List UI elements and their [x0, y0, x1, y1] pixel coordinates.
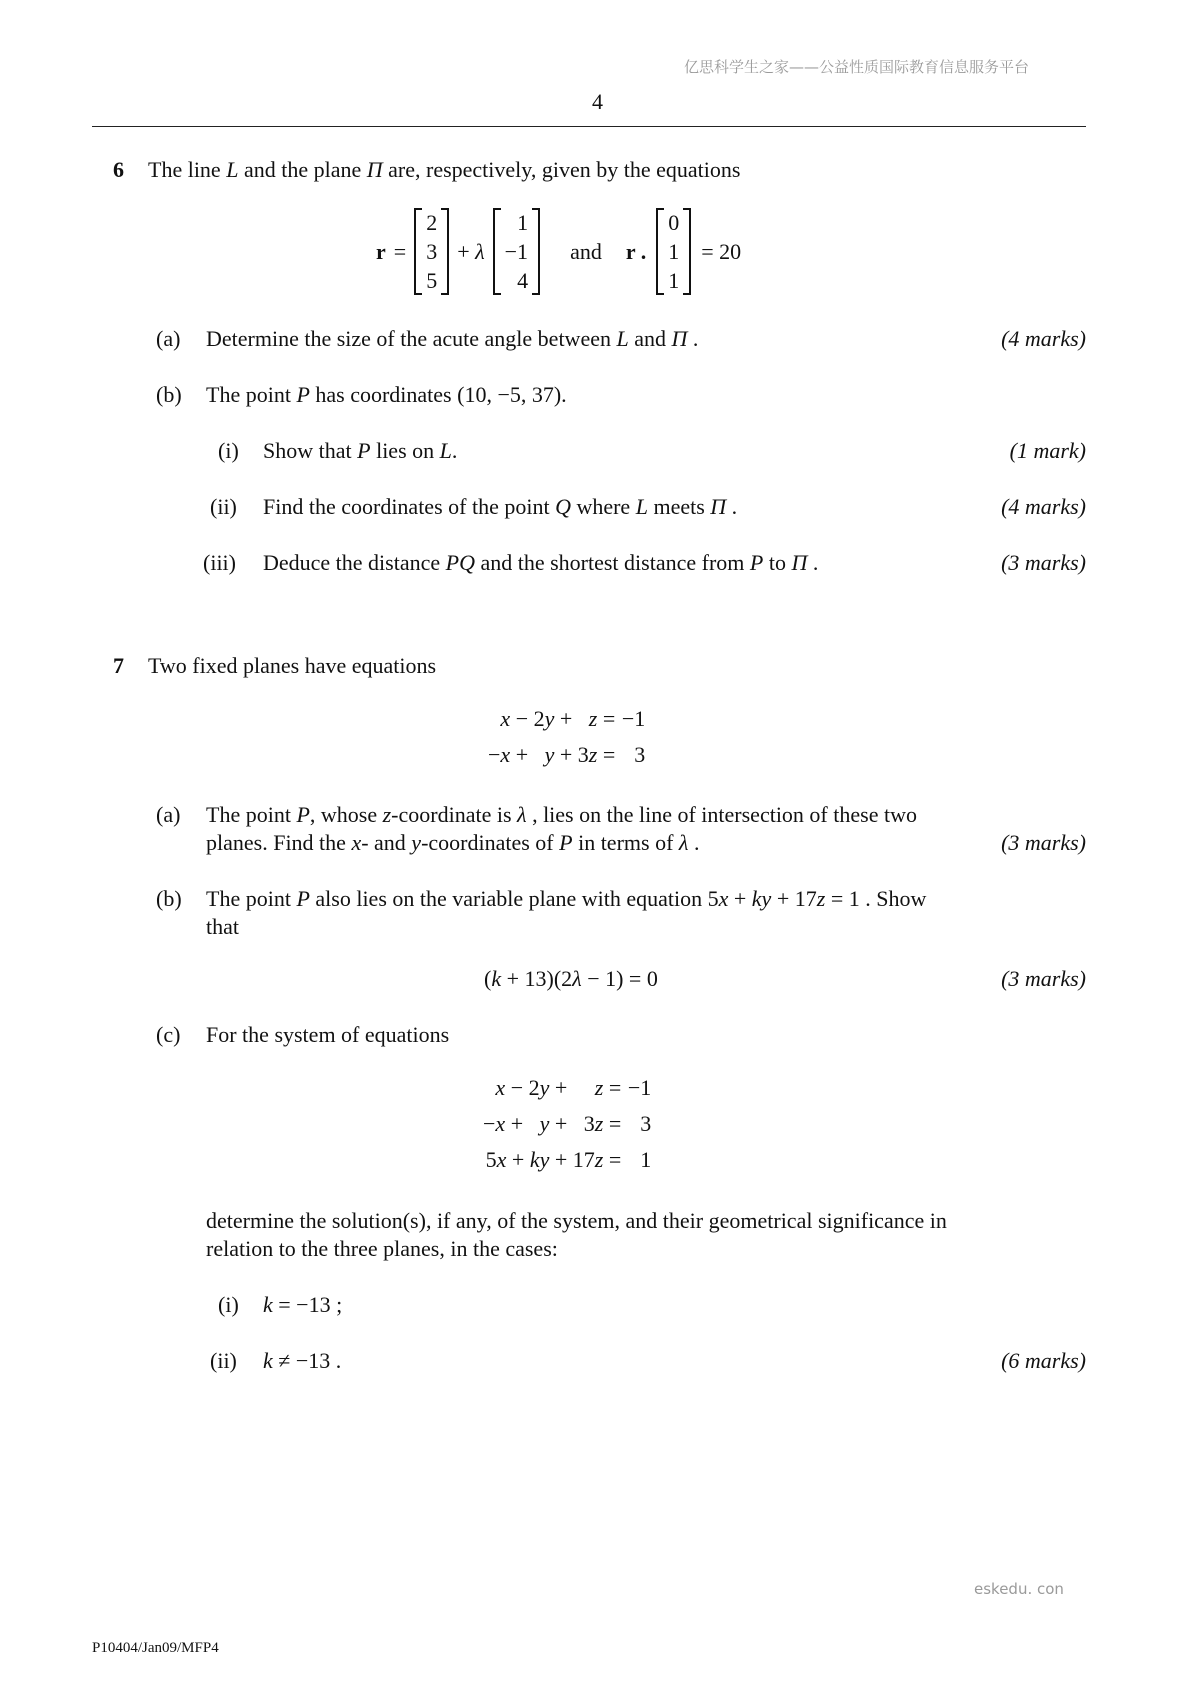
q6a-text: Determine the size of the acute angle between L and Π .	[206, 326, 699, 351]
header-rule	[92, 126, 1086, 127]
plane-rhs: = 20	[701, 238, 742, 264]
q6biii-text: Deduce the distance PQ and the shortest distance from P to Π .	[263, 550, 819, 575]
equation-row: x − 2y + z = −1	[500, 706, 646, 731]
q7a-line1: The point P, whose z-coordinate is λ , lies on the line of intersection of these two	[206, 802, 917, 827]
q7c-label: (c)	[156, 1022, 181, 1047]
q7c-intro: For the system of equations	[206, 1022, 450, 1047]
q7b-result-equation: (k + 13)(2λ − 1) = 0	[484, 966, 658, 991]
equation-row: −x + y + 3z = 3	[483, 1111, 652, 1136]
vector-r-dot: r .	[625, 238, 647, 264]
q7c-system	[483, 1070, 651, 1178]
q7ci-condition: k = −13 ;	[263, 1292, 343, 1317]
q7ci-label: (i)	[218, 1292, 239, 1317]
q6biii-label: (iii)	[203, 550, 236, 575]
watermark-header: 亿思科学生之家——公益性质国际教育信息服务平台	[684, 58, 1030, 76]
q6-number: 6	[113, 157, 124, 182]
equation-row: −x + y + 3z = 3	[488, 742, 646, 767]
q6biii-marks: (3 marks)	[1001, 550, 1086, 575]
q7a-line2: planes. Find the x- and y-coordinates of P in terms of λ .	[206, 830, 700, 855]
footer-code: P10404/Jan09/MFP4	[92, 1640, 219, 1656]
q6-intro: The line L and the plane Π are, respectively, given by the equations	[148, 157, 741, 182]
plus-lambda: + λ	[457, 238, 485, 264]
q7a-label: (a)	[156, 802, 181, 827]
q6bii-text: Find the coordinates of the point Q where L meets Π .	[263, 494, 738, 519]
and-word: and	[570, 238, 602, 264]
q6bi-marks: (1 mark)	[1009, 438, 1086, 463]
equals-sign: =	[393, 238, 407, 264]
page-number: 4	[592, 89, 603, 114]
q7-number: 7	[113, 653, 124, 678]
equation-row: x − 2y + z = −1	[495, 1075, 652, 1100]
q7-plane-equations	[488, 701, 645, 773]
q6b-text: The point P has coordinates (10, −5, 37).	[206, 382, 567, 407]
q7a-marks: (3 marks)	[1001, 830, 1086, 855]
q7-intro: Two fixed planes have equations	[148, 653, 437, 678]
q7b-marks: (3 marks)	[1001, 966, 1086, 991]
matrix-normal: 0 1 1	[656, 208, 691, 295]
watermark-footer: eskedu. con	[974, 1580, 1064, 1598]
q6a-label: (a)	[156, 326, 181, 351]
q6bi-label: (i)	[218, 438, 239, 463]
q7cii-label: (ii)	[210, 1348, 237, 1373]
q7b-line1: The point P also lies on the variable plane with equation 5x + ky + 17z = 1 . Show	[206, 886, 927, 911]
q7c-para-line2: relation to the three planes, in the cases:	[206, 1236, 558, 1261]
matrix-direction: 1 −1 4	[493, 208, 540, 295]
q6-equations	[376, 208, 741, 295]
q7b-line2: that	[206, 914, 239, 939]
q6b-label: (b)	[156, 382, 182, 407]
q6bi-text: Show that P lies on L.	[263, 438, 458, 463]
equation-row: 5x + ky + 17z = 1	[485, 1147, 652, 1172]
q7b-label: (b)	[156, 886, 182, 911]
q6bii-label: (ii)	[210, 494, 237, 519]
matrix-point: 2 3 5	[414, 208, 449, 295]
q7cii-condition: k ≠ −13 .	[263, 1348, 342, 1373]
vector-r: r	[376, 238, 386, 264]
q6a-marks: (4 marks)	[1001, 326, 1086, 351]
q6bii-marks: (4 marks)	[1001, 494, 1086, 519]
q7c-marks: (6 marks)	[1001, 1348, 1086, 1373]
q7c-para-line1: determine the solution(s), if any, of the system, and their geometrical significance in	[206, 1208, 947, 1233]
